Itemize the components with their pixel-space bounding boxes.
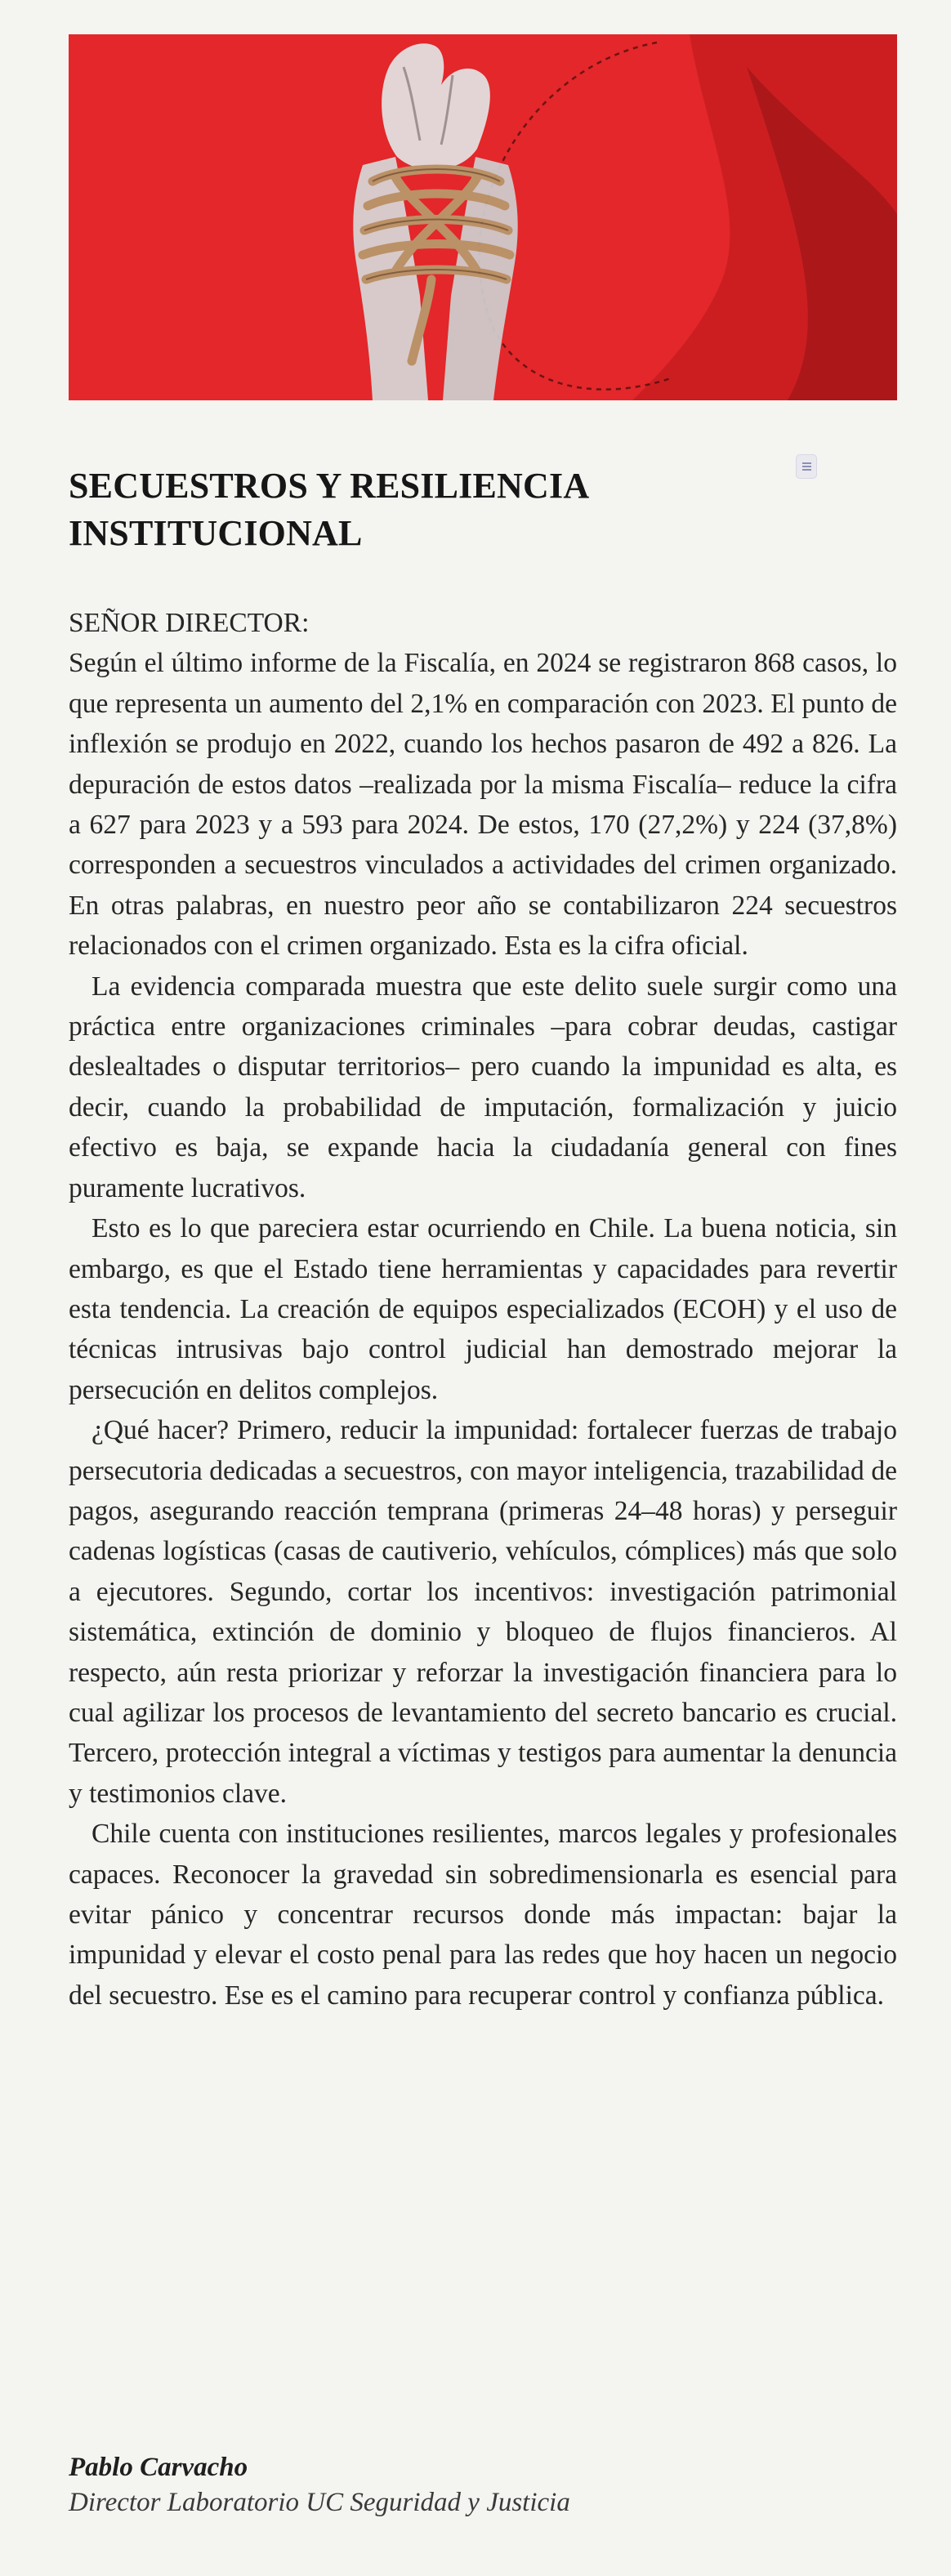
paragraph-4: ¿Qué hacer? Primero, reducir la impunidad: fortalecer fuerzas de trabajo persecutoria dedicadas a secuestros, con mayor inteligencia, trazabilidad de pagos, asegurando reacción temprana (primeras 24–48 horas) y perseguir cadenas logísticas (casas de cautiverio, vehículos, cómplices) más que solo a ejecutores. Segundo, cortar los incentivos: investigación patrimonial sistemática, extinción de dominio y bloqueo de flujos financieros. Al respecto, aún resta priorizar y reforzar la investigación financiera para lo cual agilizar los procesos de levantamiento del secreto bancario es crucial. Tercero, protección integral a víctimas y testigos para aumentar la denuncia y testimonios clave. (69, 1415, 897, 1809)
article-body (69, 603, 897, 2016)
article-title (69, 462, 771, 557)
title-line-1: SECUESTROS Y RESILIENCIA (69, 466, 590, 506)
signature-role: Director Laboratorio UC Seguridad y Justicia (69, 2488, 570, 2517)
note-icon-lines (802, 461, 811, 472)
paragraph-3: Esto es lo que pareciera estar ocurriendo en Chile. La buena noticia, sin embargo, es que el Estado tiene herramientas y capacidades para revertir esta tendencia. La creación de equipos especializados (ECOH) y el uso de técnicas intrusivas bajo control judicial han demostrado mejorar la persecución en delitos complejos. (69, 1213, 897, 1405)
note-icon[interactable] (796, 454, 817, 479)
salutation: SEÑOR DIRECTOR: (69, 608, 310, 638)
hero-image-tied-hands (69, 34, 897, 400)
title-line-2: INSTITUCIONAL (69, 513, 363, 553)
paragraph-2: La evidencia comparada muestra que este delito suele surgir como una práctica entre organizaciones criminales –para cobrar deudas, castigar deslealtades o disputar territorios– pero cuando la impunidad es alta, es decir, cuando la probabilidad de imputación, formalización y juicio efectivo es baja, se expande hacia la ciudadanía general con fines puramente lucrativos. (69, 971, 897, 1203)
paragraph-1: Según el último informe de la Fiscalía, en 2024 se registraron 868 casos, lo que representa un aumento del 2,1% en comparación con 2023. El punto de inflexión se produjo en 2022, cuando los hechos pasaron de 492 a 826. La depuración de estos datos –realizada por la misma Fiscalía– reduce la cifra a 627 para 2023 y a 593 para 2024. De estos, 170 (27,2%) y 224 (37,8%) corresponden a secuestros vinculados a actividades del crimen organizado. En otras palabras, en nuestro peor año se contabilizaron 224 secuestros relacionados con el crimen organizado. Esta es la cifra oficial. (69, 648, 897, 962)
signature-name: Pablo Carvacho (69, 2453, 248, 2482)
paragraph-5: Chile cuenta con instituciones resilientes, marcos legales y profesionales capaces. Reconocer la gravedad sin sobredimensionarla es esencial para evitar pánico y concentrar recursos donde más impactan: bajar la impunidad y elevar el costo penal para las redes que hoy hacen un negocio del secuestro. Ese es el camino para recuperar control y confianza pública. (69, 1819, 897, 2011)
tied-hands-illustration (69, 34, 897, 400)
